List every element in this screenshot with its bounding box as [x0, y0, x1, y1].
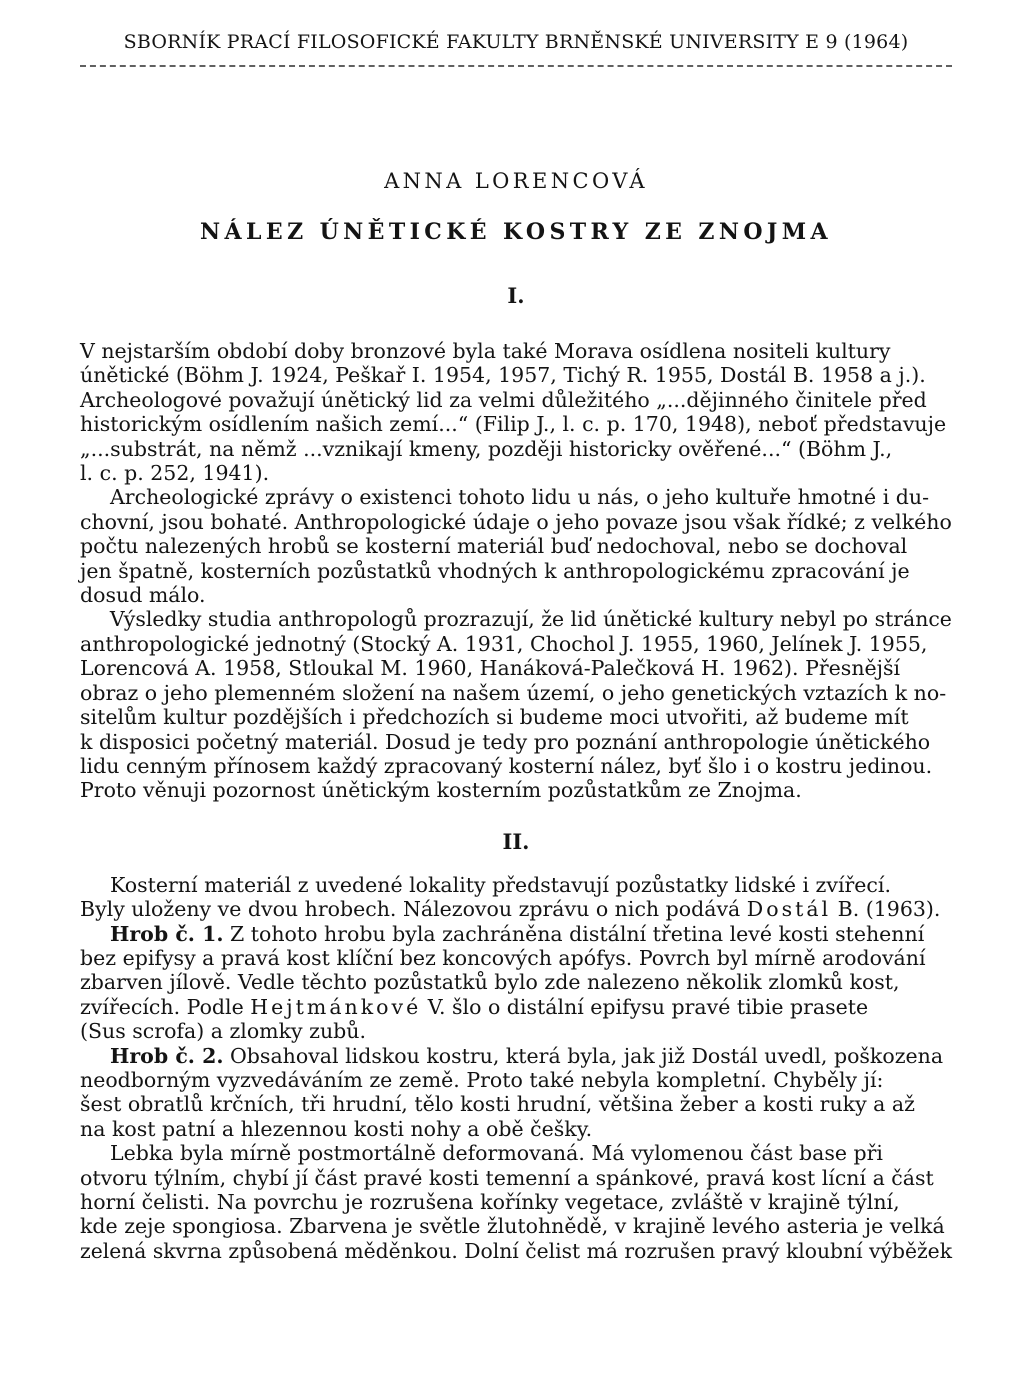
text-line: Lorencová A. 1958, Stloukal M. 1960, Hanáková-Palečková H. 1962). Přesnější [80, 656, 901, 681]
grave-1-label: Hrob č. 1. [110, 921, 224, 946]
text-line: l. c. p. 252, 1941). [80, 461, 270, 486]
text-segment: zvířecích. Podle [80, 994, 244, 1019]
text-line: jen špatně, kosterních pozůstatků vhodných k anthropologickému zpracování je [80, 558, 910, 583]
text-line: historickým osídlením našich zemí...“ (Filip J., l. c. p. 170, 1948), neboť představuje [80, 412, 947, 437]
text-line: šest obratlů krčních, tři hrudní, tělo kosti hrudní, většina žeber a kosti ruky a až [80, 1092, 915, 1117]
text-line [80, 995, 952, 1019]
text-line: chovní, jsou bohaté. Anthropologické údaje o jeho povaze jsou však řídké; z velkého [80, 509, 952, 534]
spaced-author-name: Hejtmánkové [250, 994, 422, 1019]
text-line: (Sus scrofa) a zlomky zubů. [80, 1019, 366, 1044]
text-line: Archeologové považují únětický lid za velmi důležitého „...dějinného činitele před [80, 387, 927, 412]
text-segment: V. šlo o distální epifysu pravé tibie prasete [421, 994, 869, 1019]
text-segment: B. (1963). [831, 897, 941, 922]
text-line: anthropologické jednotný (Stocký A. 1931, Chochol J. 1955, 1960, Jelínek J. 1955, [80, 631, 928, 656]
text-line: na kost patní a hlezennou kosti nohy a obě češky. [80, 1116, 593, 1141]
paragraph-archaeology [80, 485, 952, 607]
text-line: horní čelisti. Na povrchu je rozrušena kořínky vegetace, zvláště v krajině týlní, [80, 1190, 900, 1214]
text-line: dosud málo. [80, 583, 206, 608]
section-heading-2: II. [502, 828, 530, 854]
text-segment: Z tohoto hrobu byla zachráněna distální třetina levé kosti stehenní [223, 921, 925, 946]
grave-2-label: Hrob č. 2. [110, 1043, 224, 1068]
author-name: ANNA LORENCOVÁ [384, 169, 648, 193]
text-line: obraz o jeho plemenném složení na našem území, o jeho genetických vztazích k no- [80, 680, 947, 705]
body-text [80, 339, 952, 803]
text-line: k disposici početný materiál. Dosud je tedy pro poznání anthropologie únětického [80, 729, 931, 754]
article-title: NÁLEZ ÚNĚTICKÉ KOSTRY ZE ZNOJMA [200, 219, 832, 245]
text-segment: Obsahoval lidskou kostru, která byla, jak již Dostál uvedl, poškozena [223, 1043, 944, 1068]
paragraph-grave-2 [80, 1044, 952, 1142]
text-line: V nejstarším období doby bronzové byla také Morava osídlena nositeli kultury [80, 339, 891, 363]
text-line: zbarven jílově. Vedle těchto pozůstatků bylo zde nalezeno několik zlomků kost, [80, 970, 900, 995]
text-line: otvoru týlním, chybí jí část pravé kosti temenní a spánkové, pravá kost lícní a část [80, 1165, 934, 1190]
text-line: zelená skvrna způsobená měděnkou. Dolní čelist má rozrušen pravý kloubní výběžek [80, 1238, 952, 1263]
document-page [80, 28, 952, 1263]
text-line: Archeologické zprávy o existenci tohoto lidu u nás, o jeho kultuře hmotné i du- [110, 485, 930, 510]
text-line: Kosterní materiál z uvedené lokality představují pozůstatky lidské i zvířecí. [110, 872, 891, 897]
paragraph-material [80, 873, 952, 922]
text-line: bez epifysy a pravá kost klíční bez koncových apófys. Povrch byl mírně arodování [80, 945, 926, 970]
text-line: lidu cenným přínosem každý zpracovaný kosterní nález, byť šlo i o kostru jedinou. [80, 753, 933, 778]
text-line [80, 1044, 952, 1068]
text-line: Proto věnuji pozornost únětickým kosterním pozůstatkům ze Znojma. [80, 778, 802, 803]
text-line: kde zeje spongiosa. Zbarvena je světle žlutohnědě, v krajině levého asteria je velká [80, 1214, 945, 1239]
text-line [80, 897, 952, 921]
paragraph-results [80, 607, 952, 802]
section-heading-1: I. [507, 283, 525, 308]
text-line: únětické (Böhm J. 1924, Peškař I. 1954, 1957, Tichý R. 1955, Dostál B. 1958 a j.). [80, 363, 926, 388]
text-line [80, 922, 952, 946]
text-segment: Byly uloženy ve dvou hrobech. Nálezovou zprávu o nich podává [80, 897, 741, 922]
text-line: Lebka byla mírně postmortálně deformovaná. Má vylomenou část base při [110, 1141, 883, 1166]
paragraph-skull [80, 1141, 952, 1263]
text-line: „...substrát, na němž ...vznikají kmeny, později historicky ověřené...“ (Böhm J., [80, 436, 893, 461]
text-line: neodborným vyzvedáváním ze země. Proto také nebyla kompletní. Chyběly jí: [80, 1067, 884, 1092]
spaced-author-name: Dostál [746, 897, 832, 922]
header-rule [80, 65, 952, 67]
running-head: SBORNÍK PRACÍ FILOSOFICKÉ FAKULTY BRNĚNSKÉ UNIVERSITY E 9 (1964) [123, 31, 909, 53]
text-line: sitelům kultur pozdějších i předchozích si budeme moci utvořiti, až budeme mít [80, 705, 909, 730]
paragraph-intro [80, 339, 952, 485]
paragraph-grave-1 [80, 922, 952, 1044]
text-line: počtu nalezených hrobů se kosterní materiál buď nedochoval, nebo se dochoval [80, 534, 908, 559]
text-line: Výsledky studia anthropologů prozrazují, že lid únětické kultury nebyl po stránce [109, 607, 952, 632]
body-text-2 [80, 873, 952, 1264]
